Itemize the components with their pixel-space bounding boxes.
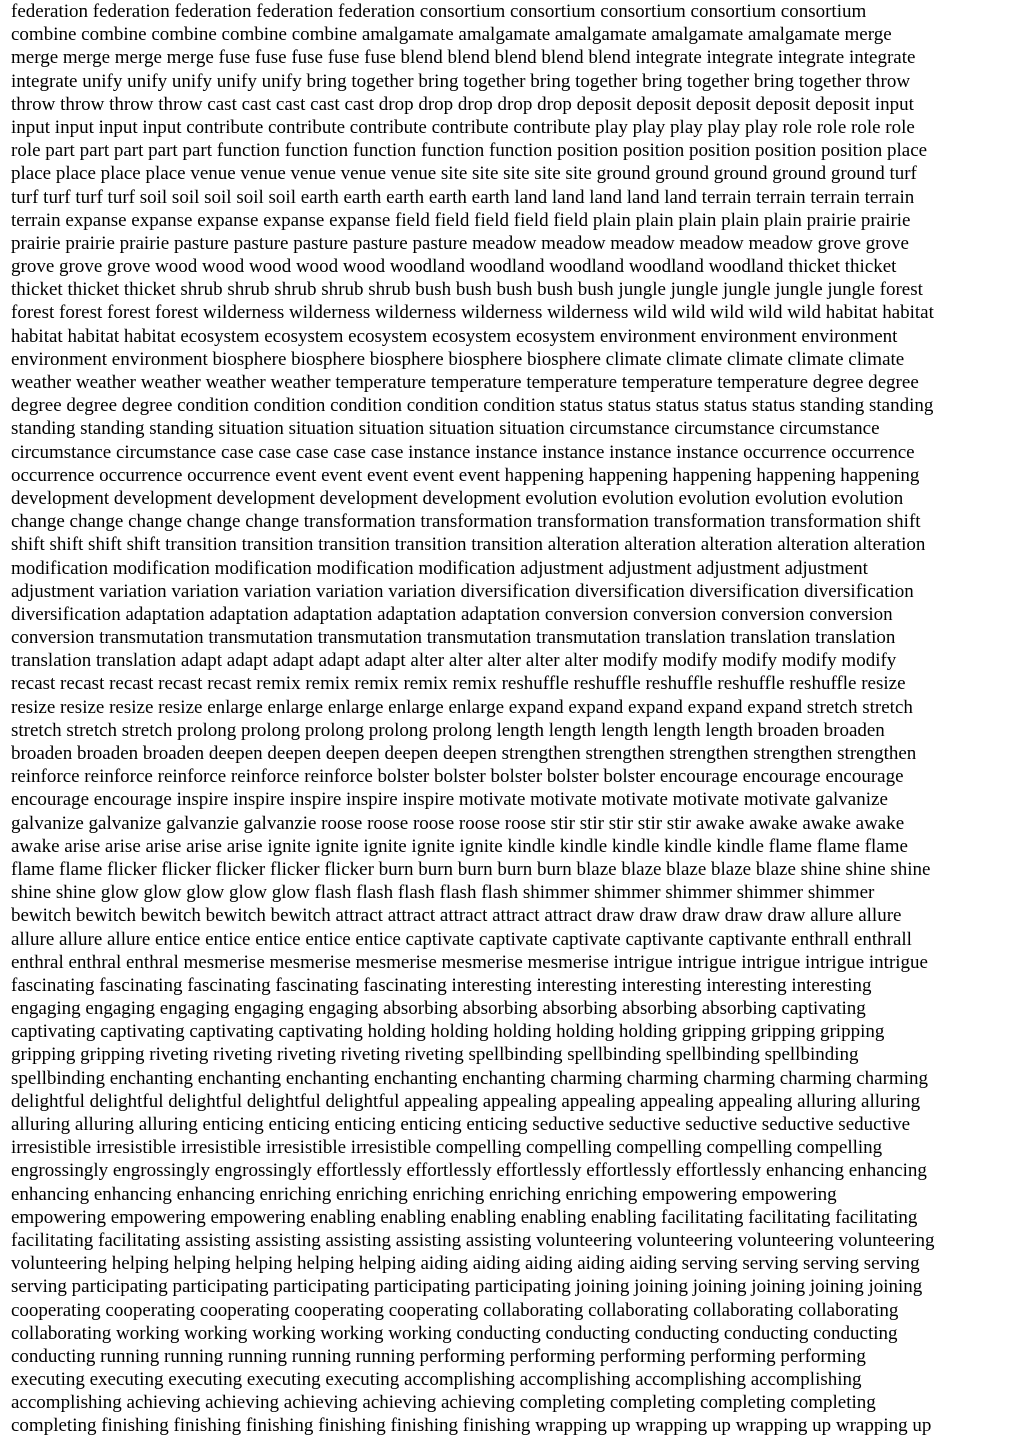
text-line: serving participating participating participating participating participating joining joining joining joining joining joining (11, 1276, 923, 1298)
text-line: enthral enthral enthral mesmerise mesmerise mesmerise mesmerise mesmerise intrigue intrigue intrigue intrigue intrigue (11, 951, 928, 973)
text-line: resize resize resize resize enlarge enlarge enlarge enlarge enlarge expand expand expand expand expand stretch stretch (11, 696, 913, 718)
text-line: reinforce reinforce reinforce reinforce reinforce bolster bolster bolster bolster bolster encourage encourage encourage (11, 766, 904, 788)
text-line: diversification adaptation adaptation adaptation adaptation adaptation conversion conversion conversion conversion (11, 603, 893, 625)
text-line: grove grove grove wood wood wood wood wood woodland woodland woodland woodland woodland thicket thicket (11, 256, 897, 278)
text-line: adjustment variation variation variation variation variation diversification diversification diversification diversification (11, 580, 914, 602)
text-line: collaborating working working working working working conducting conducting conducting conducting conducting (11, 1322, 898, 1344)
text-line: place place place place venue venue venue venue venue site site site site site ground ground ground ground ground turf (11, 163, 917, 185)
text-line: degree degree degree condition condition condition condition condition status status status status status standing standing (11, 395, 934, 417)
text-line: engaging engaging engaging engaging engaging absorbing absorbing absorbing absorbing absorbing captivating (11, 998, 866, 1020)
text-line: role part part part part part function function function function function position position position position position place (11, 140, 928, 162)
text-line: broaden broaden broaden deepen deepen deepen deepen deepen strengthen strengthen strengthen strengthen strengthen (11, 743, 917, 764)
text-line: integrate unify unify unify unify unify bring together bring together bring together bring together bring together throw (11, 70, 911, 92)
text-line: awake arise arise arise arise arise ignite ignite ignite ignite ignite kindle kindle kindle kindle kindle flame flame flame (11, 835, 908, 857)
text-line: completing finishing finishing finishing finishing finishing finishing wrapping up wrapping up wrapping up wrapping up (11, 1415, 932, 1437)
text-line: galvanize galvanize galvanzie galvanzie roose roose roose roose roose stir stir stir stir stir awake awake awake awake (11, 812, 905, 834)
text-line: captivating captivating captivating captivating holding holding holding holding holding gripping gripping gripping (11, 1021, 885, 1043)
text-line: engrossingly engrossingly engrossingly effortlessly effortlessly effortlessly effortlessly effortlessly enhancing enhancing (11, 1160, 927, 1182)
text-line: cooperating cooperating cooperating cooperating cooperating collaborating collaborating collaborating collaborating (11, 1299, 899, 1321)
text-line: combine combine combine combine combine amalgamate amalgamate amalgamate amalgamate amalgamate merge (11, 24, 892, 46)
text-line: merge merge merge merge fuse fuse fuse fuse fuse blend blend blend blend blend integrate integrate integrate integrate (11, 47, 916, 69)
text-line: fascinating fascinating fascinating fascinating fascinating interesting interesting interesting interesting interesting (11, 974, 872, 996)
text-line: environment environment biosphere biosphere biosphere biosphere biosphere climate climate climate climate climate (11, 348, 905, 370)
text-line: input input input input contribute contribute contribute contribute contribute play play play play play role role role role (11, 116, 915, 138)
text-line: empowering empowering empowering enabling enabling enabling enabling enabling facilitating facilitating facilitating (11, 1206, 918, 1228)
text-line: federation federation federation federation federation consortium consortium consortium consortium consortium (11, 1, 867, 22)
text-line: irresistible irresistible irresistible irresistible irresistible compelling compelling compelling compelling compelling (11, 1137, 883, 1159)
text-line: delightful delightful delightful delightful delightful appealing appealing appealing appealing appealing alluring alluring (11, 1090, 921, 1112)
text-line: forest forest forest forest wilderness wilderness wilderness wilderness wilderness wild wild wild wild wild habitat habitat (11, 302, 934, 324)
text-line: development development development development development evolution evolution evolution evolution evolution (11, 487, 904, 509)
text-line: accomplishing achieving achieving achieving achieving achieving completing completing completing completing (11, 1392, 876, 1414)
text-line: encourage encourage inspire inspire inspire inspire inspire motivate motivate motivate motivate motivate galvanize (11, 789, 888, 811)
text-line: shine shine glow glow glow glow glow flash flash flash flash flash shimmer shimmer shimmer shimmer shimmer (11, 882, 875, 904)
text-line: volunteering helping helping helping helping helping aiding aiding aiding aiding aiding serving serving serving serving (11, 1253, 920, 1275)
text-line: occurrence occurrence occurrence event event event event event happening happening happening happening happening (11, 464, 920, 486)
text-line: executing executing executing executing executing accomplishing accomplishing accomplishing accomplishing (11, 1369, 862, 1391)
text-line: gripping gripping riveting riveting riveting riveting riveting spellbinding spellbinding spellbinding spellbinding (11, 1044, 859, 1066)
text-line: alluring alluring alluring enticing enticing enticing enticing enticing seductive seductive seductive seductive seductive (11, 1114, 911, 1135)
text-line: modification modification modification modification modification adjustment adjustment adjustment adjustment (11, 557, 868, 579)
text-line: conversion transmutation transmutation transmutation transmutation transmutation translation translation translation (11, 627, 896, 649)
text-line: recast recast recast recast recast remix remix remix remix remix reshuffle reshuffle reshuffle reshuffle reshuffle resize (11, 673, 906, 695)
text-line: turf turf turf turf soil soil soil soil soil earth earth earth earth earth land land land land land terrain terrain terrain terrain (11, 186, 915, 208)
text-line: allure allure allure entice entice entice entice entice captivate captivate captivate captivante captivante enthrall enthrall (11, 928, 912, 950)
text-line: facilitating facilitating assisting assisting assisting assisting assisting volunteering volunteering volunteering volunteering (11, 1229, 935, 1251)
text-line: prairie prairie prairie pasture pasture pasture pasture pasture meadow meadow meadow meadow meadow grove grove (11, 232, 909, 254)
text-line: thicket thicket thicket shrub shrub shrub shrub shrub bush bush bush bush bush jungle jungle jungle jungle jungle forest (11, 279, 923, 301)
text-line: throw throw throw throw cast cast cast cast cast drop drop drop drop drop deposit deposit deposit deposit deposit input (11, 93, 914, 115)
text-line: change change change change change transformation transformation transformation transformation transformation shift (11, 511, 921, 533)
text-line: terrain expanse expanse expanse expanse expanse field field field field field plain plain plain plain plain prairie prairie (11, 209, 911, 231)
text-line: flame flame flicker flicker flicker flicker flicker burn burn burn burn burn blaze blaze blaze blaze blaze shine shine shine (11, 858, 931, 880)
text-line: stretch stretch stretch prolong prolong prolong prolong prolong length length length length length broaden broaden (11, 719, 885, 741)
text-line: spellbinding enchanting enchanting enchanting enchanting enchanting charming charming charming charming charming (11, 1067, 928, 1089)
text-line: shift shift shift shift transition transition transition transition transition alteration alteration alteration alteration alteration (11, 534, 926, 556)
text-line: circumstance circumstance case case case case case instance instance instance instance instance occurrence occurrence (11, 441, 915, 463)
text-line: bewitch bewitch bewitch bewitch bewitch attract attract attract attract attract draw draw draw draw draw allure allure (11, 905, 902, 927)
text-line: conducting running running running running running performing performing performing performing performing (11, 1345, 866, 1367)
text-line: translation translation adapt adapt adapt adapt adapt alter alter alter alter alter modify modify modify modify modify (11, 650, 897, 672)
text-line: weather weather weather weather weather temperature temperature temperature temperature temperature degree degree (11, 372, 919, 393)
text-line: standing standing standing situation situation situation situation situation circumstance circumstance circumstance (11, 418, 880, 440)
text-line: habitat habitat habitat ecosystem ecosystem ecosystem ecosystem ecosystem environment environment environment (11, 325, 898, 347)
text-line: enhancing enhancing enhancing enriching enriching enriching enriching enriching empowering empowering (11, 1183, 837, 1205)
